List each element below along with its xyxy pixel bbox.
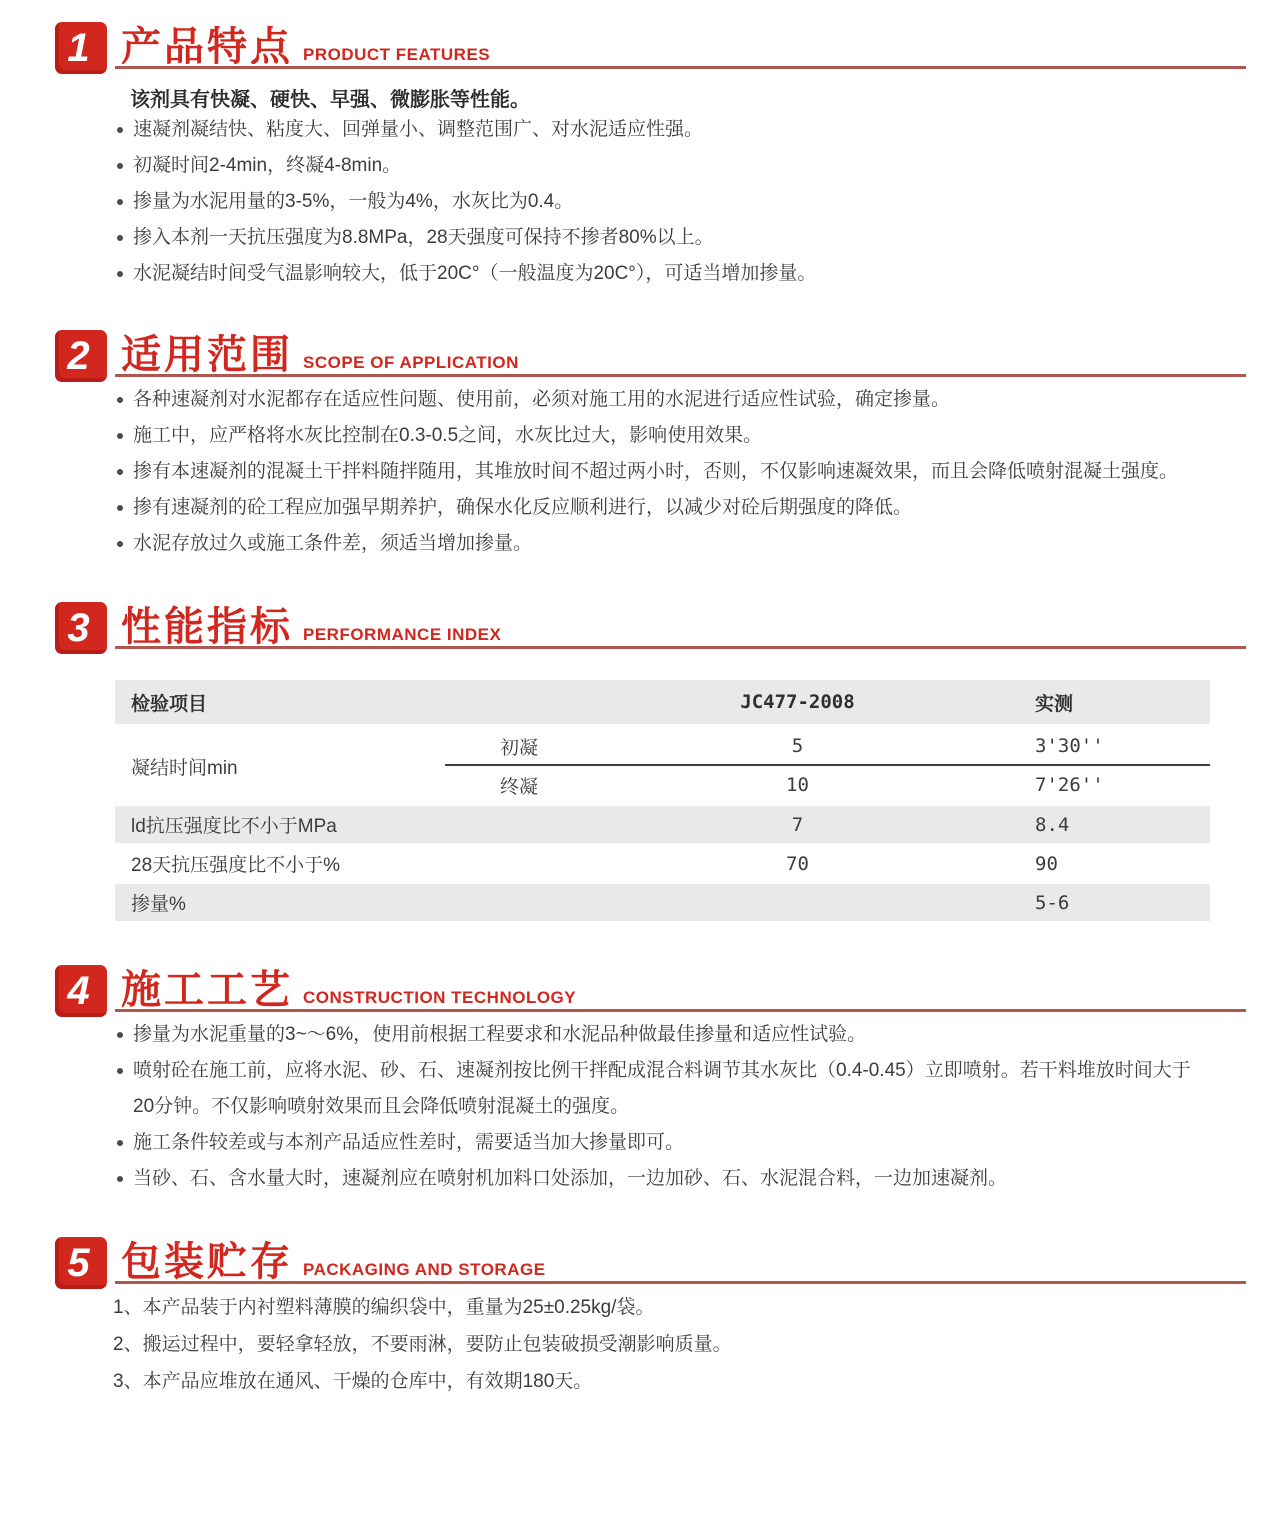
column-header-standard: JC477-2008 <box>740 691 855 713</box>
group-subrows <box>445 728 1210 804</box>
column-header-item: 检验项目 <box>131 693 208 715</box>
bullet-dot <box>117 505 123 511</box>
bullet-dot <box>117 271 123 277</box>
list-item-text: 初凝时间2-4min，终凝4-8min。 <box>133 155 402 176</box>
bullet-dot <box>117 163 123 169</box>
section-header <box>55 330 1246 382</box>
section-subtitle: PACKAGING AND STORAGE <box>303 1260 546 1279</box>
section-number-badge: 4 <box>55 965 107 1017</box>
list-item <box>116 112 1210 148</box>
section-construction-technology <box>0 965 1280 1197</box>
list-item <box>116 382 1210 418</box>
bullet-dot <box>117 469 123 475</box>
list-item <box>116 1053 1210 1125</box>
list-item-text: 掺有本速凝剂的混凝土干拌料随拌随用，其堆放时间不超过两小时，否则，不仅影响速凝效果，而且会降低喷射混凝土强度。 <box>133 461 1179 482</box>
table-row <box>445 728 1210 766</box>
item-label: 掺量% <box>131 894 186 915</box>
column-header-measured: 实测 <box>1035 693 1074 715</box>
section-header <box>55 965 1246 1017</box>
list-item <box>116 1125 1210 1161</box>
measured-value: 5-6 <box>1035 891 1070 914</box>
list-item-text: 掺量为水泥重量的3~～6%，使用前根据工程要求和水泥品种做最佳掺量和适应性试验。 <box>133 1024 867 1045</box>
table-row <box>115 806 1210 843</box>
list-item <box>116 526 1210 562</box>
item-label: 28天抗压强度比不小于% <box>131 855 341 876</box>
section-title: 包装贮存 <box>121 1240 293 1284</box>
standard-value: 10 <box>786 774 809 796</box>
section-packaging-and-storage <box>0 1237 1280 1400</box>
list-item-text: 掺有速凝剂的砼工程应加强早期养护，确保水化反应顺利进行，以减少对砼后期强度的降低。 <box>133 497 913 518</box>
table-header-row <box>115 680 1210 724</box>
list-item <box>116 490 1210 526</box>
standard-value: 7 <box>791 813 804 836</box>
list-item-text: 施工条件较差或与本剂产品适应性差时，需要适当加大掺量即可。 <box>133 1132 685 1153</box>
features-list <box>0 112 1280 292</box>
subrow-label: 终凝 <box>500 776 539 798</box>
section-scope-of-application <box>0 330 1280 562</box>
list-item-text: 喷射砼在施工前，应将水泥、砂、石、速凝剂按比例干拌配成混合料调节其水灰比（0.4-0.45）立即喷射。若干料堆放时间大于20分钟。不仅影响喷射效果而且会降低喷射混凝土的强度。 <box>133 1060 1191 1117</box>
list-item-text: 水泥存放过久或施工条件差，须适当增加掺量。 <box>133 533 533 554</box>
bullet-dot <box>117 1068 123 1074</box>
standard-value: 70 <box>786 852 809 875</box>
bullet-dot <box>117 199 123 205</box>
list-item <box>116 1017 1210 1053</box>
list-item: 3、本产品应堆放在通风、干燥的仓库中，有效期180天。 <box>113 1371 593 1392</box>
list-item <box>116 1161 1210 1197</box>
list-item-text: 施工中，应严格将水灰比控制在0.3-0.5之间，水灰比过大，影响使用效果。 <box>133 425 763 446</box>
list-item-text: 掺量为水泥用量的3-5%，一般为4%，水灰比为0.4。 <box>133 191 574 212</box>
table-row-group <box>115 728 1210 804</box>
table-row <box>115 845 1210 882</box>
list-item-text: 当砂、石、含水量大时，速凝剂应在喷射机加料口处添加，一边加砂、石、水泥混合料，一边加速凝剂。 <box>133 1168 1008 1189</box>
section-subtitle: PRODUCT FEATURES <box>303 45 491 64</box>
list-item <box>116 256 1210 292</box>
section-subtitle: SCOPE OF APPLICATION <box>303 353 519 372</box>
subrow-label: 初凝 <box>500 737 539 759</box>
list-item <box>116 220 1210 256</box>
performance-table <box>115 680 1210 921</box>
bullet-dot <box>117 1140 123 1146</box>
section-header <box>55 22 1246 74</box>
group-label: 凝结时间min <box>131 757 238 779</box>
section-title: 施工工艺 <box>121 968 293 1012</box>
measured-value: 90 <box>1035 852 1058 875</box>
section-title: 产品特点 <box>121 25 293 69</box>
section-header <box>55 602 1246 654</box>
section-title: 性能指标 <box>121 605 293 649</box>
section-header <box>55 1237 1246 1289</box>
list-item <box>116 454 1210 490</box>
list-item-text: 水泥凝结时间受气温影响较大，低于20C°（一般温度为20C°），可适当增加掺量。 <box>133 263 817 284</box>
scope-list <box>0 382 1280 562</box>
item-label: ld抗压强度比不小于MPa <box>131 816 337 837</box>
construction-list <box>0 1017 1280 1197</box>
list-item-text: 各种速凝剂对水泥都存在适应性问题、使用前，必须对施工用的水泥进行适应性试验，确定掺量。 <box>133 389 951 410</box>
section-number-badge: 3 <box>55 602 107 654</box>
section-number-badge: 5 <box>55 1237 107 1289</box>
features-intro: 该剂具有快凝、硬快、早强、微膨胀等性能。 <box>130 89 530 111</box>
list-item <box>116 418 1210 454</box>
list-item <box>116 148 1210 184</box>
measured-value: 7'26'' <box>1035 774 1104 796</box>
table-row <box>445 766 1210 804</box>
list-item-text: 速凝剂凝结快、粘度大、回弹量小、调整范围广、对水泥适应性强。 <box>133 119 704 140</box>
section-number-badge: 2 <box>55 330 107 382</box>
bullet-dot <box>117 397 123 403</box>
table-row <box>115 884 1210 921</box>
section-subtitle: CONSTRUCTION TECHNOLOGY <box>303 988 577 1007</box>
bullet-dot <box>117 1176 123 1182</box>
bullet-dot <box>117 235 123 241</box>
list-item: 2、搬运过程中，要轻拿轻放，不要雨淋，要防止包装破损受潮影响质量。 <box>113 1334 732 1355</box>
section-number-badge: 1 <box>55 22 107 74</box>
measured-value: 8.4 <box>1035 813 1070 836</box>
standard-value: 5 <box>791 735 804 757</box>
bullet-dot <box>117 541 123 547</box>
section-subtitle: PERFORMANCE INDEX <box>303 625 502 644</box>
measured-value: 3'30'' <box>1035 735 1104 757</box>
section-performance-index <box>0 602 1280 921</box>
bullet-dot <box>117 433 123 439</box>
bullet-dot <box>117 127 123 133</box>
packaging-list <box>0 1289 1280 1400</box>
section-product-features <box>0 22 1280 292</box>
list-item <box>116 184 1210 220</box>
list-item: 1、本产品装于内衬塑料薄膜的编织袋中，重量为25±0.25kg/袋。 <box>113 1297 655 1318</box>
bullet-dot <box>117 1032 123 1038</box>
list-item-text: 掺入本剂一天抗压强度为8.8MPa，28天强度可保持不掺者80%以上。 <box>133 227 714 248</box>
section-title: 适用范围 <box>121 333 293 377</box>
